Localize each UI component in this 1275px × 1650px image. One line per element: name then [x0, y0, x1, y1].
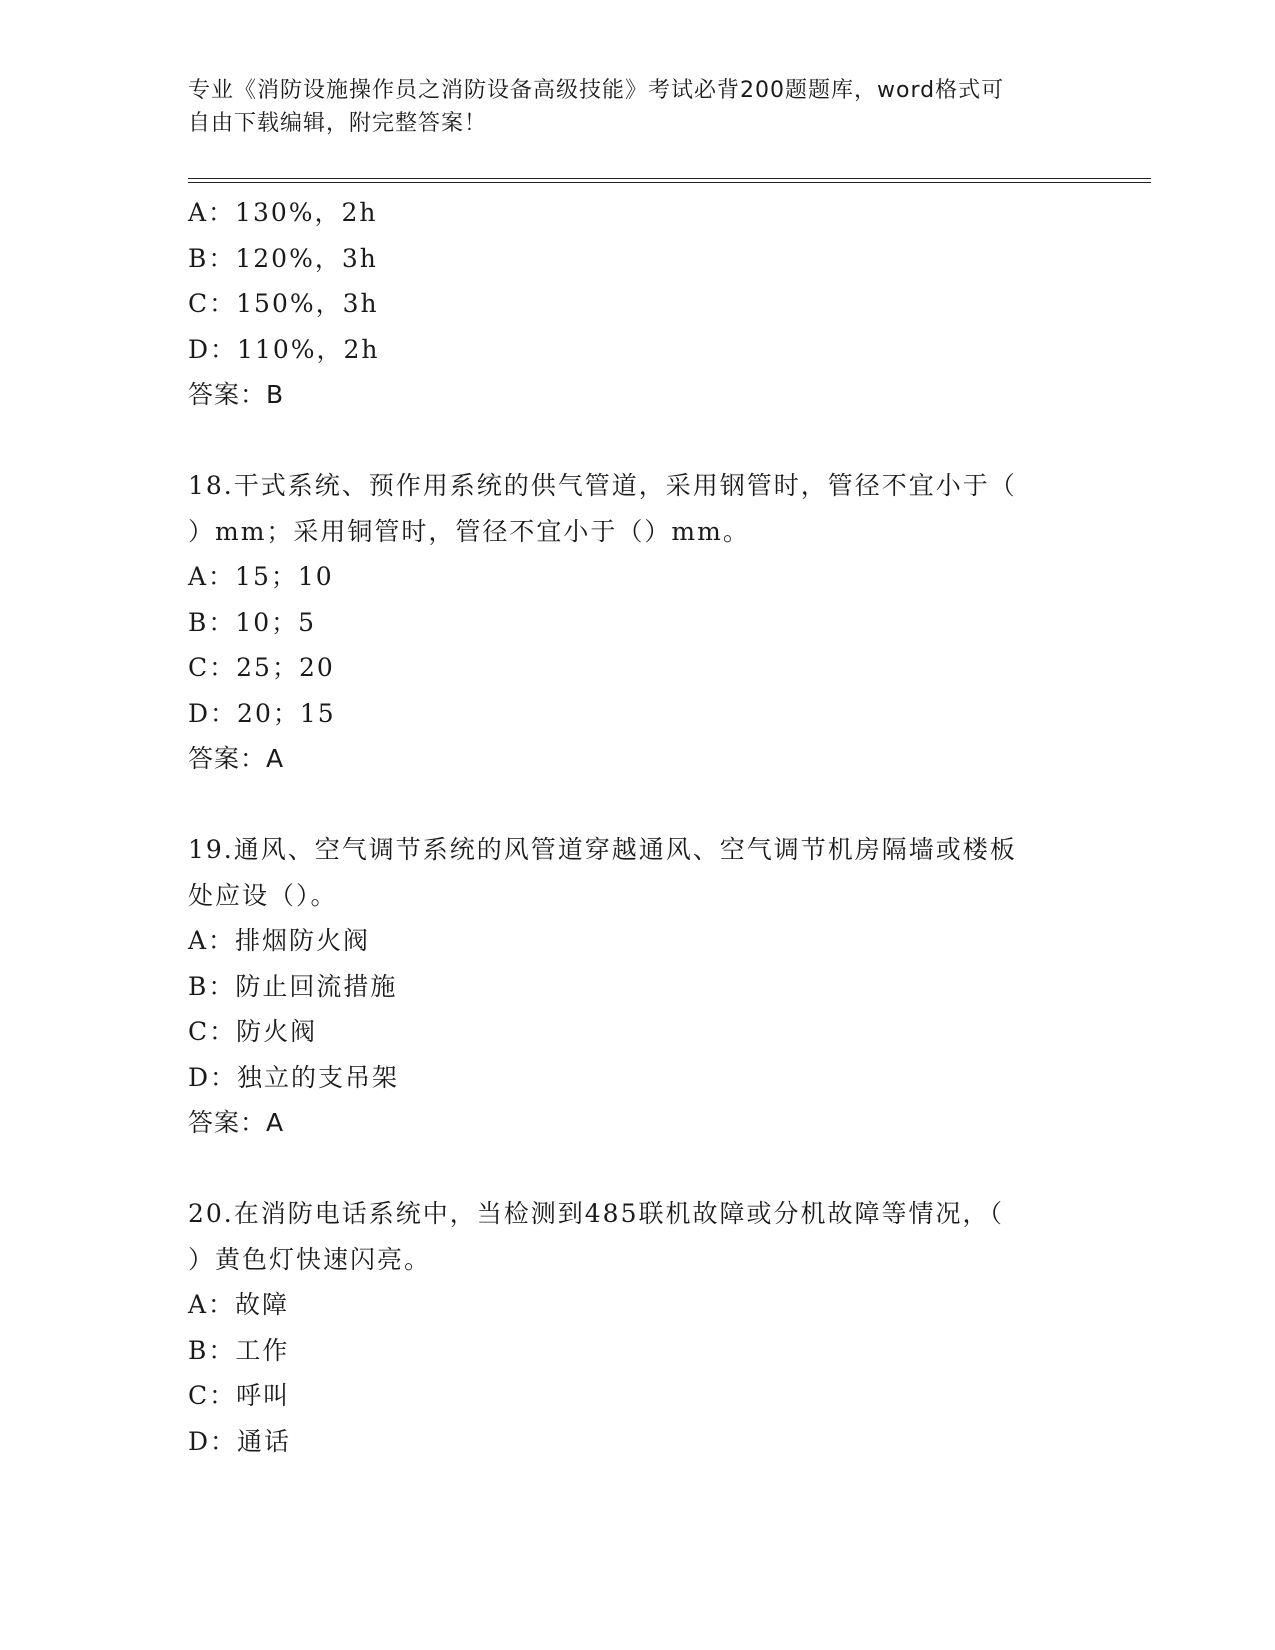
question-list	[188, 190, 1088, 1464]
question-spacer	[188, 782, 1088, 828]
option-d: D：独立的支吊架	[188, 1062, 400, 1092]
option-d: D：110%，2h	[188, 334, 380, 364]
question-18	[188, 463, 1088, 782]
option-c: C：呼叫	[188, 1381, 291, 1410]
document-header	[188, 74, 1068, 140]
question-stem-line-2: ）mm；采用铜管时，管径不宜小于（）mm。	[188, 516, 750, 546]
answer-line: 答案：A	[188, 1108, 285, 1137]
option-a: A：故障	[188, 1290, 290, 1319]
header-line-2: 自由下载编辑，附完整答案！	[188, 111, 488, 136]
question-stem-line-2: 处应设（）。	[188, 880, 338, 910]
question-17	[188, 190, 1088, 418]
question-stem-line-1: 20.在消防电话系统中，当检测到485联机故障或分机故障等情况，（	[188, 1199, 1004, 1228]
option-b: B：工作	[188, 1335, 290, 1365]
option-b: B：防止回流措施	[188, 971, 398, 1001]
option-a: A：130%，2h	[188, 198, 378, 227]
option-d: D：通话	[188, 1426, 292, 1456]
answer-line: 答案：A	[188, 744, 285, 773]
header-divider	[188, 178, 1151, 183]
option-b: B：10；5	[188, 607, 317, 637]
option-c: C：防火阀	[188, 1017, 318, 1046]
option-a: A：15；10	[188, 562, 334, 591]
option-d: D：20；15	[188, 698, 336, 728]
question-stem-line-1: 18.干式系统、预作用系统的供气管道，采用钢管时，管径不宜小于（	[188, 471, 1017, 500]
question-stem-line-2: ）黄色灯快速闪亮。	[188, 1244, 432, 1274]
option-a: A：排烟防火阀	[188, 926, 371, 955]
option-b: B：120%，3h	[188, 243, 378, 273]
question-stem-line-1: 19.通风、空气调节系统的风管道穿越通风、空气调节机房隔墙或楼板	[188, 835, 1017, 864]
question-spacer	[188, 1146, 1088, 1192]
answer-line: 答案：B	[188, 380, 285, 409]
question-spacer	[188, 418, 1088, 464]
option-c: C：25；20	[188, 653, 335, 682]
header-line-1: 专业《消防设施操作员之消防设备高级技能》考试必背200题题库，word格式可	[188, 78, 1005, 103]
option-c: C：150%，3h	[188, 289, 379, 318]
question-20	[188, 1191, 1088, 1464]
question-19	[188, 827, 1088, 1146]
